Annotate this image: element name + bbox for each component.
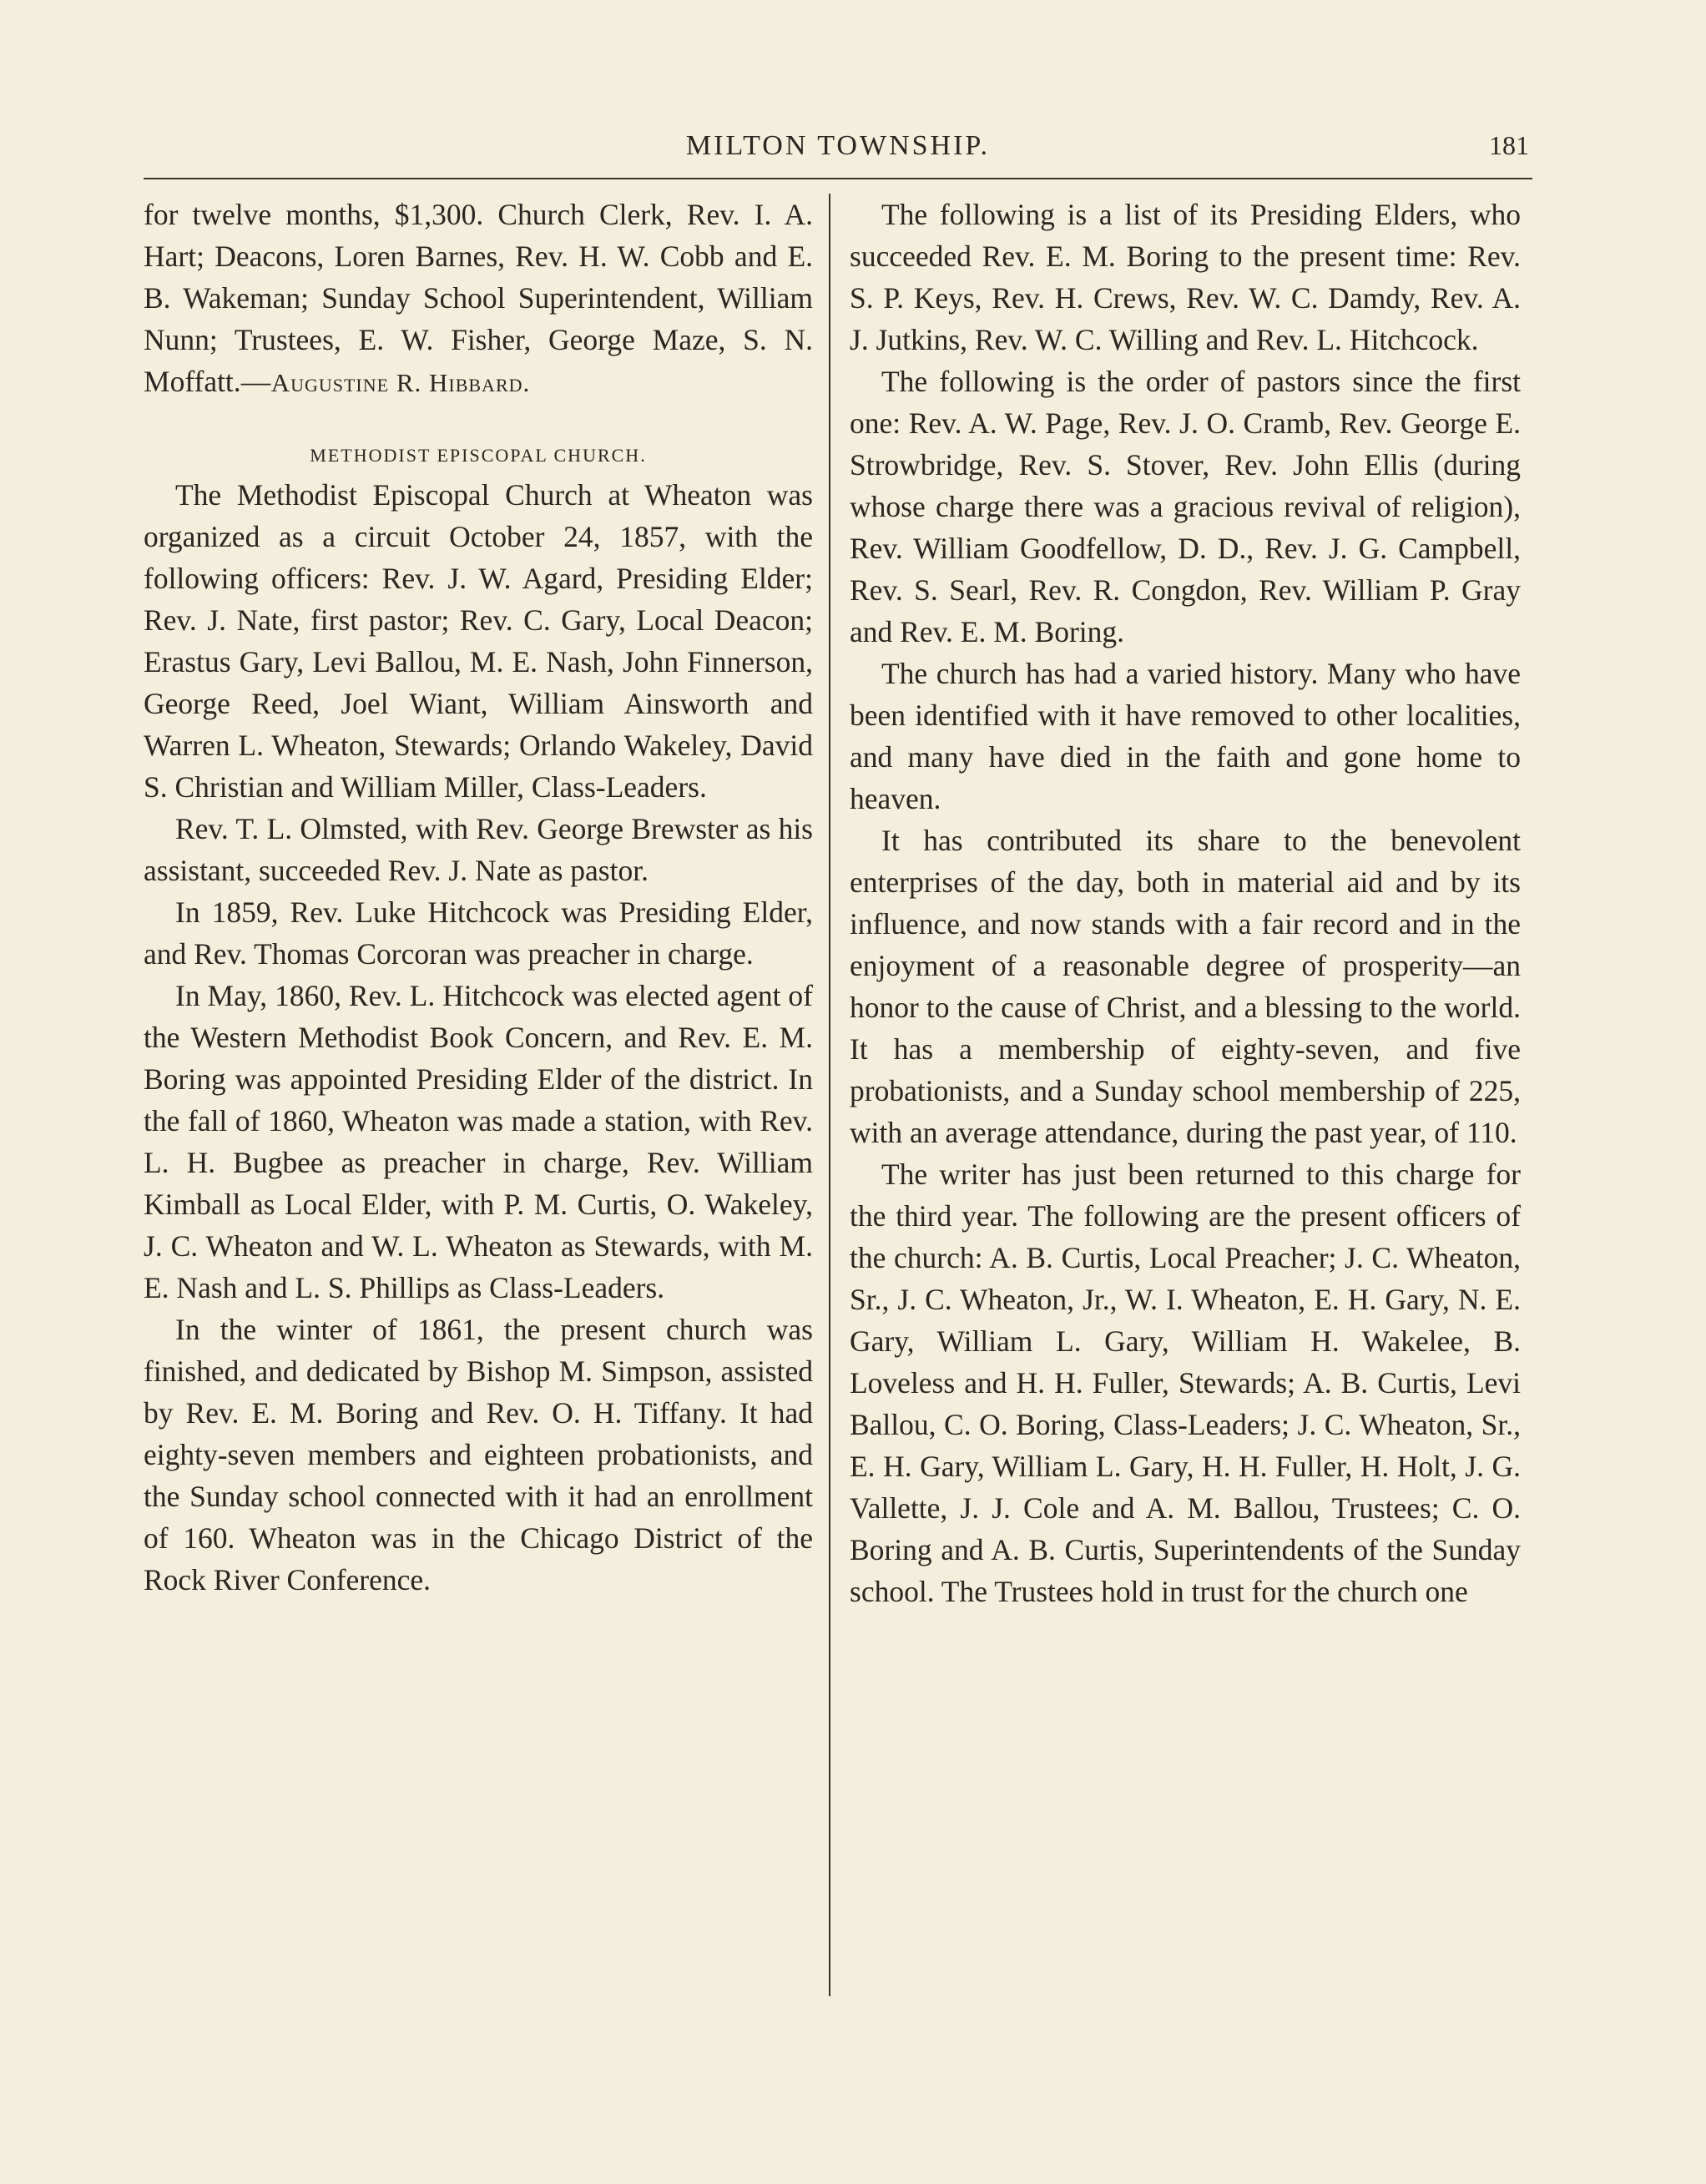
right-column (850, 194, 1521, 1612)
author-signature (241, 365, 531, 398)
section-heading: METHODIST EPISCOPAL CHURCH. (310, 445, 647, 466)
paragraph-text: for twelve months, $1,300. Church Clerk, Rev. I. A. Hart; Deacons, Loren Barnes, Rev. H. W. Cobb and E. B. Wakeman; Sunday School Superintendent, William Nunn; Trustees, E. W. Fisher, George Maze, S. N. Moffatt. (144, 198, 813, 398)
header-rule (144, 178, 1532, 179)
paragraph: The Methodist Episcopal Church at Wheaton was organized as a circuit October 24, 1857, with the following officers: Rev. J. W. Agard, Presiding Elder; Rev. J. Nate, first pastor; Rev. C. Gary, Local Deacon; Erastus Gary, Levi Ballou, M. E. Nash, John Finnerson, George Reed, Joel Wiant, William Ainsworth and Warren L. Wheaton, Stewards; Orlando Wakeley, David S. Christian and William Miller, Class-Leaders. (144, 478, 813, 804)
column-divider (829, 194, 830, 1996)
paragraph: The following is a list of its Presiding Elders, who succeeded Rev. E. M. Boring to the present time: Rev. S. P. Keys, Rev. H. Crews, Rev. W. C. Damdy, Rev. A. J. Jutkins, Rev. W. C. Willing and Rev. L. Hitchcock. (850, 198, 1521, 356)
paragraph: In the winter of 1861, the present church was finished, and dedicated by Bishop M. Simpson, assisted by Rev. E. M. Boring and Rev. O. H. Tiffany. It had eighty-seven members and eighteen probationists, and the Sunday school connected with it had an enrollment of 160. Wheaton was in the Chicago District of the Rock River Conference. (144, 1313, 813, 1596)
running-header (142, 124, 1534, 174)
left-column (144, 194, 813, 1601)
paragraph (144, 194, 813, 404)
paragraph: The church has had a varied history. Many who have been identified with it have removed to other localities, and many have died in the faith and gone home to heaven. (850, 657, 1521, 815)
paragraph: The writer has just been returned to this charge for the third year. The following are the present officers of the church: A. B. Curtis, Local Preacher; J. C. Wheaton, Sr., J. C. Wheaton, Jr., W. I. Wheaton, E. H. Gary, N. E. Gary, William L. Gary, William H. Wakelee, B. Loveless and H. H. Fuller, Stewards; A. B. Curtis, Levi Ballou, C. O. Boring, Class-Leaders; J. C. Wheaton, Sr., E. H. Gary, William L. Gary, H. H. Fuller, H. Holt, J. G. Vallette, J. J. Cole and A. M. Ballou, Trustees; C. O. Boring and A. B. Curtis, Superintendents of the Sunday school. The Trustees hold in trust for the church one (850, 1158, 1521, 1608)
paragraph: It has contributed its share to the benevolent enterprises of the day, both in material aid and by its influence, and now stands with a fair record and in the enjoyment of a reasonable degree of prosperity—an honor to the cause of Christ, and a blessing to the world. It has a membership of eighty-seven, and five probationists, and a Sunday school membership of 225, with an average attendance, during the past year, of 110. (850, 824, 1521, 1149)
page-number: 181 (1489, 130, 1529, 160)
signature-dash: — (240, 365, 271, 398)
paragraph: The following is the order of pastors since the first one: Rev. A. W. Page, Rev. J. O. Cramb, Rev. George E. Strowbridge, Rev. S. Stover, Rev. John Ellis (during whose charge there was a gracious revival of religion), Rev. William Goodfellow, D. D., Rev. J. G. Campbell, Rev. S. Searl, Rev. R. Congdon, Rev. William P. Gray and Rev. E. M. Boring. (850, 365, 1521, 648)
paragraph: In May, 1860, Rev. L. Hitchcock was elected agent of the Western Methodist Book Concern, and Rev. E. M. Boring was appointed Presiding Elder of the district. In the fall of 1860, Wheaton was made a station, with Rev. L. H. Bugbee as preacher in charge, Rev. William Kimball as Local Elder, with P. M. Curtis, O. Wakeley, J. C. Wheaton and W. L. Wheaton as Stewards, with M. E. Nash and L. S. Phillips as Class-Leaders. (144, 979, 813, 1304)
running-title: MILTON TOWNSHIP. (685, 130, 991, 161)
signature-name: Augustine R. Hibbard. (270, 368, 531, 397)
paragraph: Rev. T. L. Olmsted, with Rev. George Brewster as his assistant, succeeded Rev. J. Nate as pastor. (144, 812, 813, 887)
paragraph: In 1859, Rev. Luke Hitchcock was Presiding Elder, and Rev. Thomas Corcoran was preacher in charge. (144, 895, 813, 971)
